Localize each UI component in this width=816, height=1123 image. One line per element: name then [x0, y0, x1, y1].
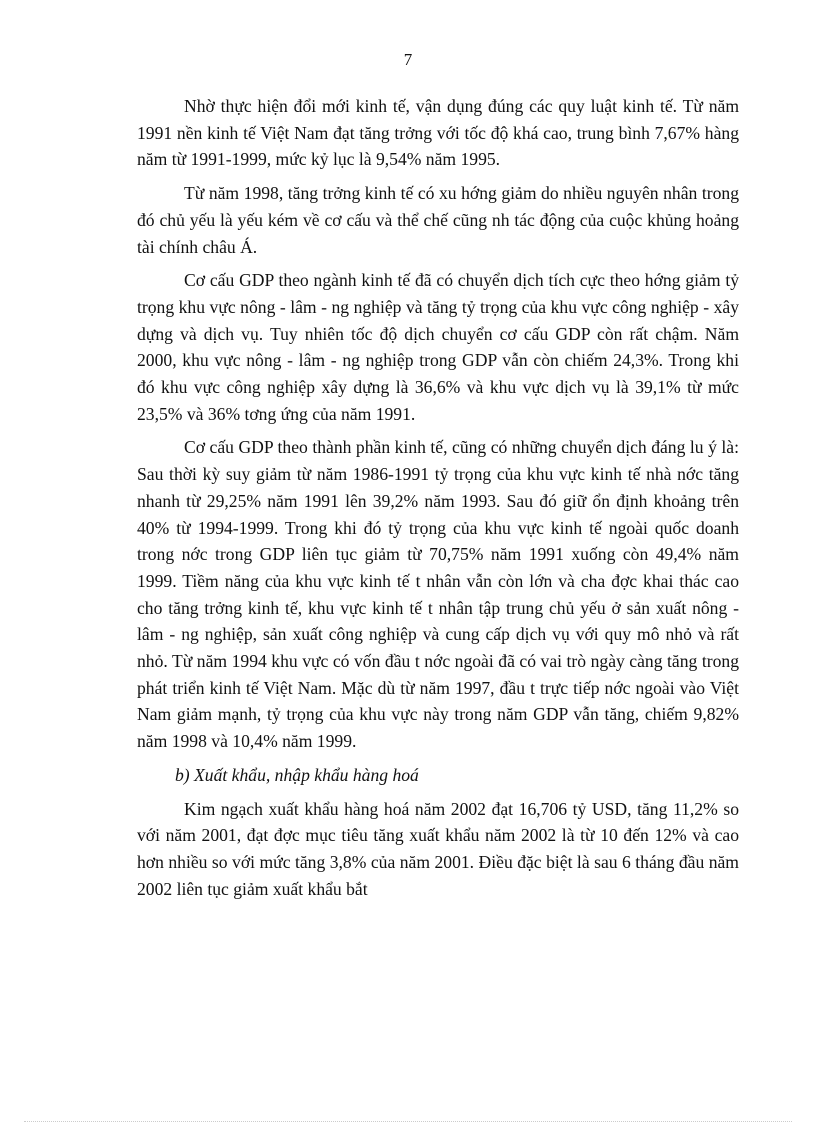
document-body	[137, 93, 739, 909]
page-number: 7	[403, 50, 413, 69]
paragraph-growth-decline: Từ năm 1998, tăng trởng kinh tế có xu hớng giảm do nhiều nguyên nhân trong đó chủ yếu là yếu kém về cơ cấu và thể chế cũng nh tác động của cuộc khủng hoảng tài chính châu Á.	[137, 183, 739, 257]
paragraph-export-import: Kim ngạch xuất khẩu hàng hoá năm 2002 đạt 16,706 tỷ USD, tăng 11,2% so với năm 2001, đạt đợc mục tiêu tăng xuất khẩu năm 2002 là từ 10 đến 12% và cao hơn nhiều so với mức tăng 3,8% của năm 2001. Điều đặc biệt là sau 6 tháng đầu năm 2002 liên tục giảm xuất khẩu bắt	[137, 798, 739, 899]
paragraph-economic-growth: Nhờ thực hiện đổi mới kinh tế, vận dụng đúng các quy luật kinh tế. Từ năm 1991 nền kinh tế Việt Nam đạt tăng trởng với tốc độ khá cao, trung bình 7,67% hàng năm từ 1991-1999, mức kỷ lục là 9,54% năm 1995.	[137, 96, 739, 170]
page-bottom-divider	[24, 1121, 792, 1122]
paragraph-gdp-by-sector: Cơ cấu GDP theo ngành kinh tế đã có chuyển dịch tích cực theo hớng giảm tỷ trọng khu vực nông - lâm - ng nghiệp và tăng tỷ trọng của khu vực công nghiệp - xây dựng và dịch vụ. Tuy nhiên tốc độ dịch chuyển cơ cấu GDP còn rất chậm. Năm 2000, khu vực nông - lâm - ng nghiệp trong GDP vẫn còn chiếm 24,3%. Trong khi đó khu vực công nghiệp xây dựng là 36,6% và khu vực dịch vụ là 39,1% từ mức 23,5% và 36% tơng ứng của năm 1991.	[137, 270, 739, 424]
section-subheading: b) Xuất khẩu, nhập khẩu hàng hoá	[175, 764, 419, 785]
paragraph-gdp-by-ownership: Cơ cấu GDP theo thành phần kinh tế, cũng có những chuyển dịch đáng lu ý là: Sau thời kỳ suy giảm từ năm 1986-1991 tỷ trọng của khu vực kinh tế nhà nớc tăng nhanh từ 29,25% năm 1991 lên 39,2% năm 1993. Sau đó giữ ổn định khoảng trên 40% từ 1994-1999. Trong khi đó tỷ trọng của khu vực kinh tế ngoài quốc doanh trong nớc trong GDP liên tục giảm từ 70,75% năm 1991 xuống còn 49,4% năm 1999. Tiềm năng của khu vực kinh tế t nhân vẫn còn lớn và cha đợc khai thác cao cho tăng trởng kinh tế, khu vực kinh tế t nhân tập trung chủ yếu ở sản xuất nông - lâm - ng nghiệp, sản xuất công nghiệp và cung cấp dịch vụ với quy mô nhỏ và rất nhỏ. Từ năm 1994 khu vực có vốn đầu t nớc ngoài đã có vai trò ngày càng tăng trong phát triển kinh tế Việt Nam. Mặc dù từ năm 1997, đầu t trực tiếp nớc ngoài vào Việt Nam giảm mạnh, tỷ trọng của khu vực này trong năm GDP vẫn tăng, chiếm 9,82% năm 1998 và 10,4% năm 1999.	[137, 437, 739, 752]
